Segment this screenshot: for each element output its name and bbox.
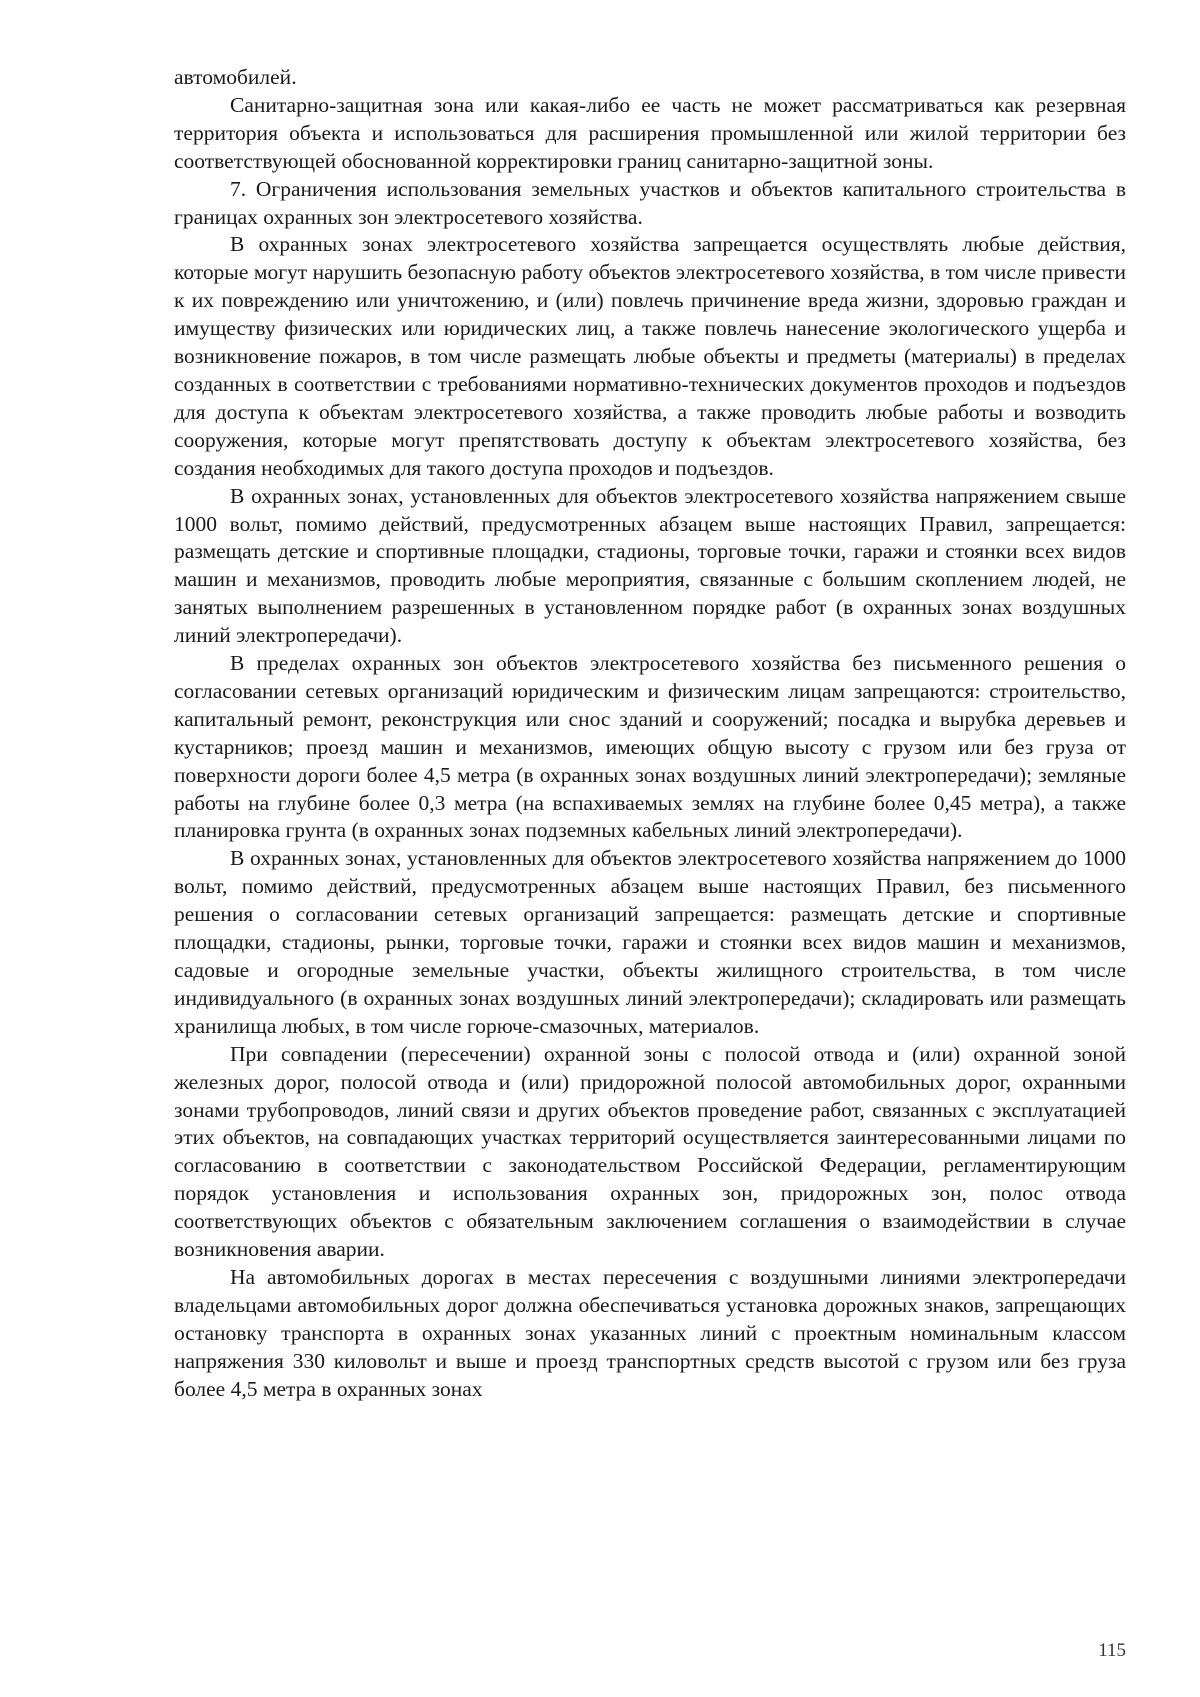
section-heading-7: 7. Ограничения использования земельных участков и объектов капитального строительства в границах охранных зон электросетевого хозяйства. [174, 176, 1126, 229]
paragraph-written-approval: В пределах охранных зон объектов электросетевого хозяйства без письменного решения о согласовании сетевых организаций юридическим и физическим лицам запрещаются: строительство, капитальный ремонт, реконструкция или снос зданий и сооружений; посадка и вырубка деревьев и кустарников; проезд машин и механизмов, имеющих общую высоту с грузом или без груза от поверхности дороги более 4,5 метра (в охранных зонах воздушных линий электропередачи); земляные работы на глубине более 0,3 метра (на вспахиваемых землях на глубине более 0,45 метра), а также планировка грунта (в охранных зонах подземных кабельных линий электропередачи). [174, 651, 1126, 843]
paragraph-prohibited-actions: В охранных зонах электросетевого хозяйства запрещается осуществлять любые действия, которые могут нарушить безопасную работу объектов электросетевого хозяйства, в том числе привести к их повреждению или уничтожению, и (или) повлечь причинение вреда жизни, здоровью граждан и имуществу физических или юридических лиц, а также повлечь нанесение экологического ущерба и возникновение пожаров, в том числе размещать любые объекты и предметы (материалы) в пределах созданных в соответствии с требованиями нормативно-технических документов проходов и подъездов для доступа к объектам электросетевого хозяйства, а также проводить любые работы и возводить сооружения, которые могут препятствовать доступу к объектам электросетевого хозяйства, без создания необходимых для такого доступа проходов и подъездов. [174, 232, 1126, 480]
paragraph-sanitary-zone: Санитарно-защитная зона или какая-либо ее часть не может рассматриваться как резервная территория объекта и использоваться для расширения промышленной или жилой территории без соответствующей обоснованной корректировки границ санитарно-защитной зоны. [174, 92, 1126, 173]
page-number: 115 [1098, 1640, 1126, 1661]
paragraph-continuation: автомобилей. [174, 65, 297, 89]
paragraph-road-signs: На автомобильных дорогах в местах пересечения с воздушными линиями электропередачи владельцами автомобильных дорог должна обеспечиваться установка дорожных знаков, запрещающих остановку транспорта в охранных зонах указанных линий с проектным номинальным классом напряжения 330 киловольт и выше и проезд транспортных средств высотой с грузом или без груза более 4,5 метра в охранных зонах [174, 1264, 1126, 1401]
paragraph-up-to-1000-volts: В охранных зонах, установленных для объектов электросетевого хозяйства напряжением до 1000 вольт, помимо действий, предусмотренных абзацем выше настоящих Правил, без письменного решения о согласовании сетевых организаций запрещается: размещать детские и спортивные площадки, стадионы, рынки, торговые точки, гаражи и стоянки всех видов машин и механизмов, садовые и огородные земельные участки, объекты жилищного строительства, в том числе индивидуального (в охранных зонах воздушных линий электропередачи); складировать или размещать хранилища любых, в том числе горюче-смазочных, материалов. [174, 846, 1126, 1038]
paragraph-zone-intersection: При совпадении (пересечении) охранной зоны с полосой отвода и (или) охранной зоной железных дорог, полосой отвода и (или) придорожной полосой автомобильных дорог, охранными зонами трубопроводов, линий связи и других объектов проведение работ, связанных с эксплуатацией этих объектов, на совпадающих участках территорий осуществляется заинтересованными лицами по согласованию в соответствии с законодательством Российской Федерации, регламентирующим порядок установления и использования охранных зон, придорожных зон, полос отвода соответствующих объектов с обязательным заключением соглашения о взаимодействии в случае возникновения аварии. [174, 1041, 1126, 1262]
document-body [174, 64, 1126, 1404]
paragraph-over-1000-volts: В охранных зонах, установленных для объектов электросетевого хозяйства напряжением свыше 1000 вольт, помимо действий, предусмотренных абзацем выше настоящих Правил, запрещается: размещать детские и спортивные площадки, стадионы, торговые точки, гаражи и стоянки всех видов машин и механизмов, проводить любые мероприятия, связанные с большим скоплением людей, не занятых выполнением разрешенных в установленном порядке работ (в охранных зонах воздушных линий электропередачи). [174, 483, 1126, 648]
